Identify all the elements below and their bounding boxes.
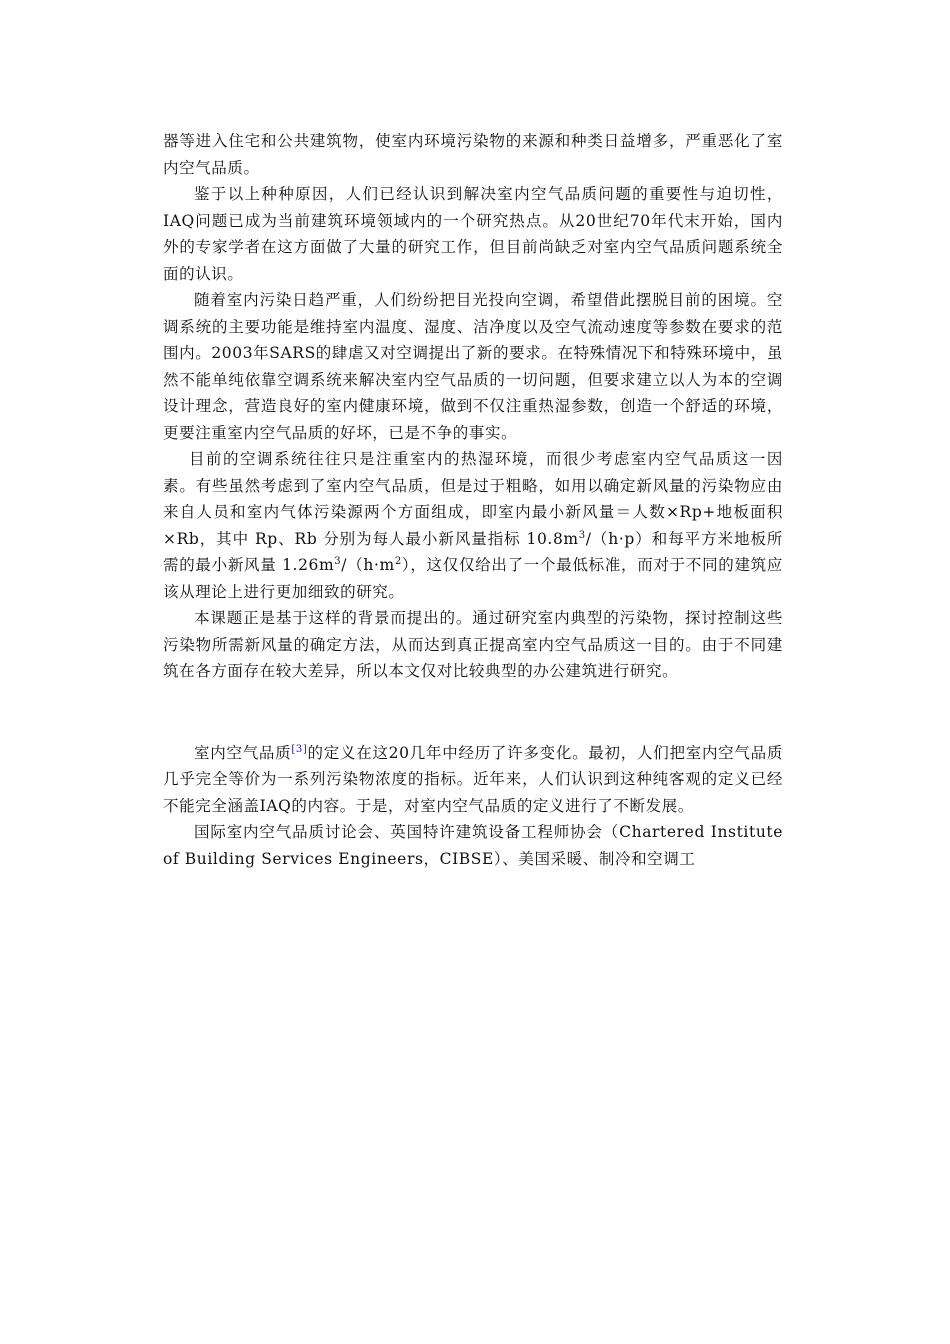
paragraph-1: 器等进入住宅和公共建筑物，使室内环境污染物的来源和种类日益增多，严重恶化了室内空气品质。 [163, 132, 783, 177]
paragraph-4-text-a: 目前的空调系统往往只是注重室内的热湿环境，而很少考虑室内空气品质这一因素。有些虽然考虑到了室内空气品质，但是过于粗略，如用以确定新风量的污染物应由来自人员和室内气体污染源两个方面组成，即室内最小新风量＝人数×Rp+地板面积×Rb，其中 Rp、Rb 分别为每人最小新风量指标 10.8m [163, 450, 783, 548]
superscript-3a: 3 [578, 529, 586, 541]
paragraph-5: 本课题正是基于这样的背景而提出的。通过研究室内典型的污染物，探讨控制这些污染物所需新风量的确定方法，从而达到真正提高室内空气品质这一目的。由于不同建筑在各方面存在较大差异，所以本文仅对比较典型的办公建筑进行研究。 [163, 609, 783, 680]
superscript-2: 2 [394, 555, 402, 567]
paragraph-6 [163, 740, 783, 820]
paragraph-4-text-d: ），这仅仅给出了一个最低标准，而对于不同的建筑应该从理论上进行更加细致的研究。 [163, 556, 783, 601]
paragraph-4-text-c: /（h·m [341, 556, 395, 574]
paragraph-3: 随着室内污染日趋严重，人们纷纷把目光投向空调，希望借此摆脱目前的困境。空调系统的主要功能是维持室内温度、湿度、洁净度以及空气流动速度等参数在要求的范围内。2003年SARS的肆虐又对空调提出了新的要求。在特殊情况下和特殊环境中，虽然不能单纯依靠空调系统来解决室内空气品质的一切问题，但要求建立以人为本的空调设计理念，营造良好的室内健康环境，做到不仅注重热湿参数，创造一个舒适的环境，更要注重室内空气品质的好坏，已是不争的事实。 [163, 291, 783, 442]
section-gap [163, 685, 783, 740]
paragraph-4 [163, 446, 783, 605]
paragraph-2: 鉴于以上种种原因，人们已经认识到解决室内空气品质问题的重要性与迫切性，IAQ问题已成为当前建筑环境领域内的一个研究热点。从20世纪70年代末开始，国内外的专家学者在这方面做了大量的研究工作，但目前尚缺乏对室内空气品质问题系统全面的认识。 [163, 185, 783, 283]
superscript-3b: 3 [334, 555, 342, 567]
paragraph-6-text-a: 室内空气品质 [194, 743, 292, 762]
paragraph-6-text-b: 的定义在这20几年中经历了许多变化。最初，人们把室内空气品质几乎完全等价为一系列污染物浓度的指标。近年来，人们认识到这种纯客观的定义已经不能完全涵盖IAQ的内容。于是，对室内空气品质的定义进行了不断发展。 [163, 743, 783, 815]
document-body [163, 128, 783, 872]
paragraph-4-text-b: /（h·p）和每平方米地板所需的最小新风量 1.26m [163, 529, 783, 574]
citation-link[interactable]: [3] [291, 743, 308, 755]
paragraph-7: 国际室内空气品质讨论会、英国特许建筑设备工程师协会（Chartered Institute of Building Services Engineers，CIBSE）、美国采暖、制冷和空调工 [163, 823, 783, 868]
